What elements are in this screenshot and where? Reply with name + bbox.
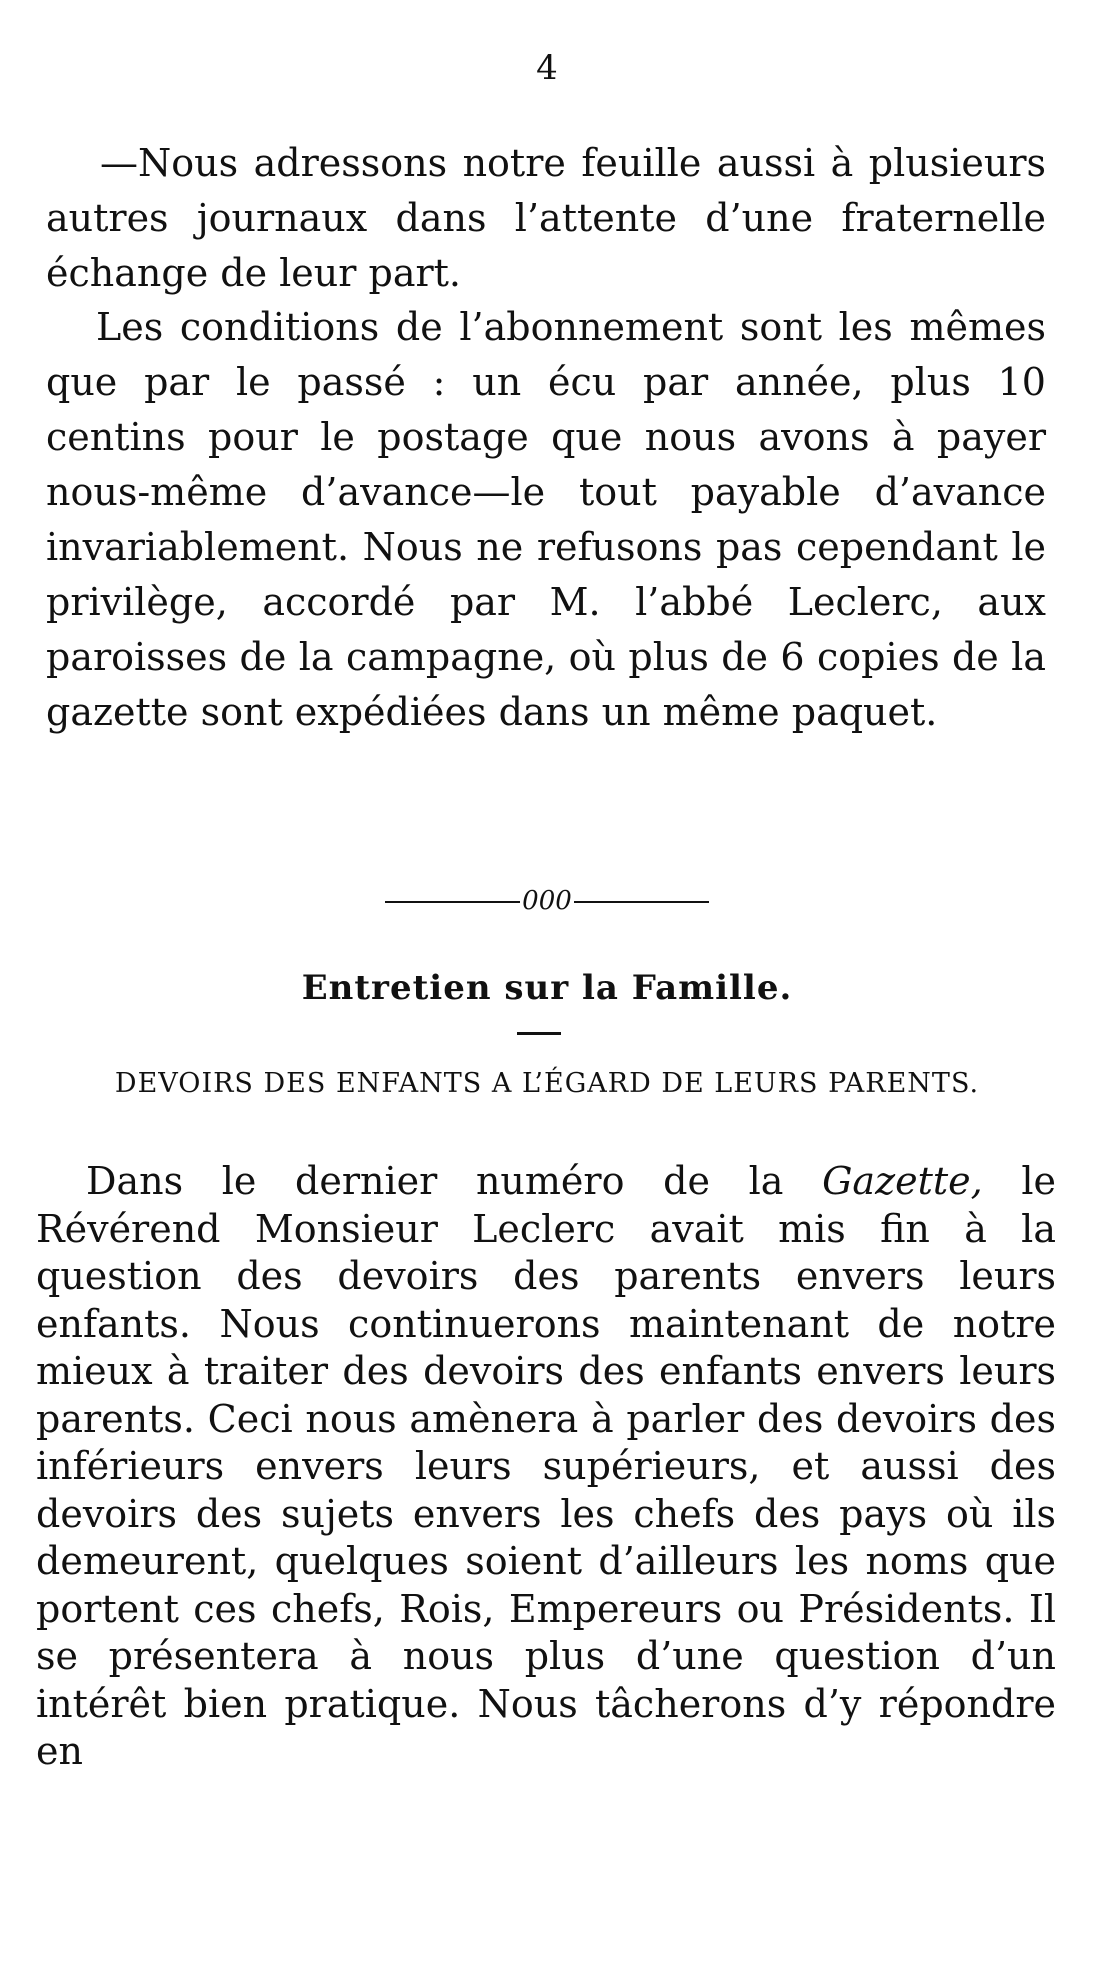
- page-number: 4: [536, 48, 558, 88]
- body-text-rest: le Révérend Monsieur Leclerc avait mis fin à la question des devoirs des parents envers leurs enfants. Nous continuerons maintenant de notre mieux à traiter des devoirs des enfants envers leurs parents. Ceci nous amènera à parler des devoirs des inférieurs envers leurs supérieurs, et aussi des devoirs des sujets envers les chefs des pays où ils demeurent, quelques soient d’ailleurs les noms que portent ces chefs, Rois, Empereurs ou Présidents. Il se présentera à nous plus d’une question d’un intérêt bien pratique. Nous tâcherons d’y répondre en: [36, 1159, 1056, 1773]
- separator-label: 000: [522, 886, 572, 916]
- title-rule: [517, 1032, 561, 1035]
- paragraph-subscription-conditions: Les conditions de l’abonnement sont les mêmes que par le passé : un écu par année, plus 10 centins pour le postage que nous avons à payer nous-même d’avance—le tout payable d’avance invariablement. Nous ne refusons pas cependant le privilège, accordé par M. l’abbé Leclerc, aux paroisses de la campagne, où plus de 6 copies de la gazette sont expédiées dans un même paquet.: [46, 305, 1046, 734]
- body-text-start: Dans le dernier numéro de la: [86, 1159, 823, 1203]
- paragraph-family-duties: [36, 1158, 1056, 1776]
- paragraph-exchange-notice: —Nous adressons notre feuille aussi à plusieurs autres journaux dans l’attente d’une fraternelle échange de leur part.: [46, 141, 1046, 295]
- section-subtitle: DEVOIRS DES ENFANTS A L’ÉGARD DE LEURS PARENTS.: [114, 1068, 980, 1099]
- section-separator: [0, 884, 1094, 918]
- separator-rule-right: [574, 901, 709, 903]
- gazette-title: Gazette,: [822, 1159, 983, 1203]
- section-title: Entretien sur la Famille.: [301, 968, 793, 1008]
- separator-rule-left: [385, 901, 520, 903]
